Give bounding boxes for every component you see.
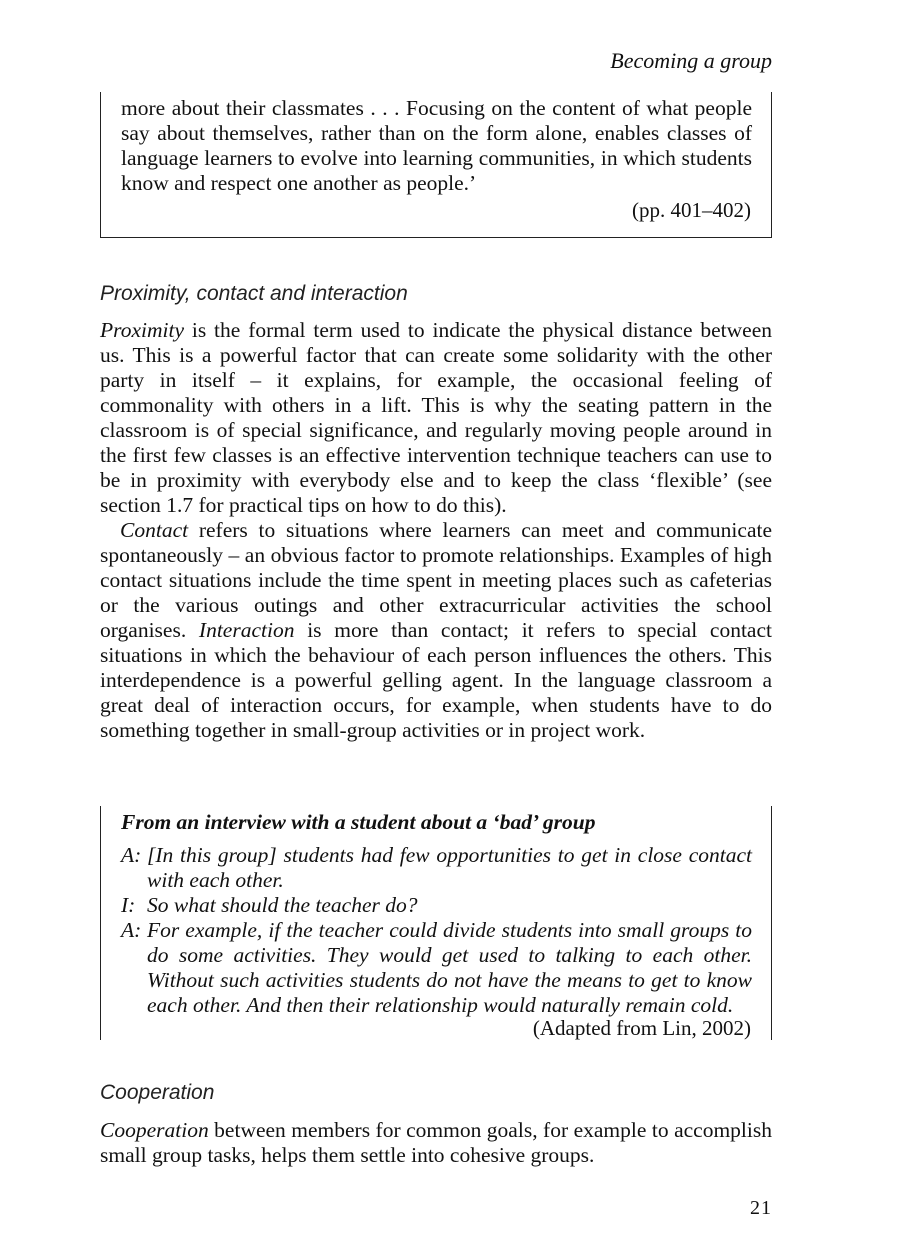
section-heading-proximity: Proximity, contact and interaction [100,282,408,305]
interview-turn [121,893,752,918]
utterance-text: [In this group] students had few opportunities to get in close contact with each other. [147,843,752,892]
paragraph-contact-text-a: refers to situations where learners can meet and communicate spontaneously – an obvious factor to promote relationships. Examples of high contact situations include the time spent in meeting places such as cafeterias or the various outings and other extracurricular activities the school organises. [100,518,772,642]
utterance-text: So what should the teacher do? [147,893,418,917]
running-head: Becoming a group [610,48,772,73]
cooperation-section-body [100,1118,772,1168]
paragraph-contact-text-b: is more than contact; it refers to special contact situations in which the behaviour of each person influences the others. This interdependence is a powerful gelling agent. In the language classroom a great deal of interaction occurs, for example, when students have to do something together in small-group activities or in project work. [100,618,772,742]
paragraph-cooperation-text: between members for common goals, for example to accomplish small group tasks, helps them settle into cohesive groups. [100,1118,772,1167]
term-contact: Contact [120,518,189,542]
speaker-label: A: [121,918,142,942]
term-interaction: Interaction [198,618,295,642]
quote-box [100,92,772,238]
interview-box [100,806,772,1040]
quote-text: more about their classmates . . . Focusing on the content of what people say about themselves, rather than on the form alone, enables classes of language learners to evolve into learning communities, in which students know and respect one another as people.’ [121,96,752,195]
speaker-label: I: [121,893,136,917]
interview-turn [121,843,752,893]
paragraph-proximity-text: is the formal term used to indicate the physical distance between us. This is a powerful factor that can create some solidarity with the other party in itself – it explains, for example, the occasional feeling of commonality with others in a lift. This is why the seating pattern in the classroom is of special significance, and regularly moving people around in the first few classes is an effective intervention technique teachers can use to be in proximity with everybody else and to keep the class ‘flexible’ (see section 1.7 for practical tips on how to do this). [100,318,772,517]
interview-citation: (Adapted from Lin, 2002) [532,1016,751,1040]
page-number: 21 [750,1197,772,1219]
paragraph-proximity [100,318,772,518]
section-heading-cooperation: Cooperation [100,1081,215,1104]
quote-citation: (pp. 401–402) [632,198,751,222]
term-cooperation: Cooperation [100,1118,209,1142]
speaker-label: A: [121,843,142,867]
proximity-section-body [100,318,772,743]
interview-turn [121,918,752,1018]
paragraph-contact [100,518,772,743]
term-proximity: Proximity [100,318,184,342]
interview-title: From an interview with a student about a ‘bad’ group [121,810,596,834]
utterance-text: For example, if the teacher could divide students into small groups to do some activities. They would get used to talking to each other. Without such activities students do not have the means to get to know each other. And then their relationship would naturally remain cold. [147,918,752,1017]
paragraph-cooperation [100,1118,772,1168]
